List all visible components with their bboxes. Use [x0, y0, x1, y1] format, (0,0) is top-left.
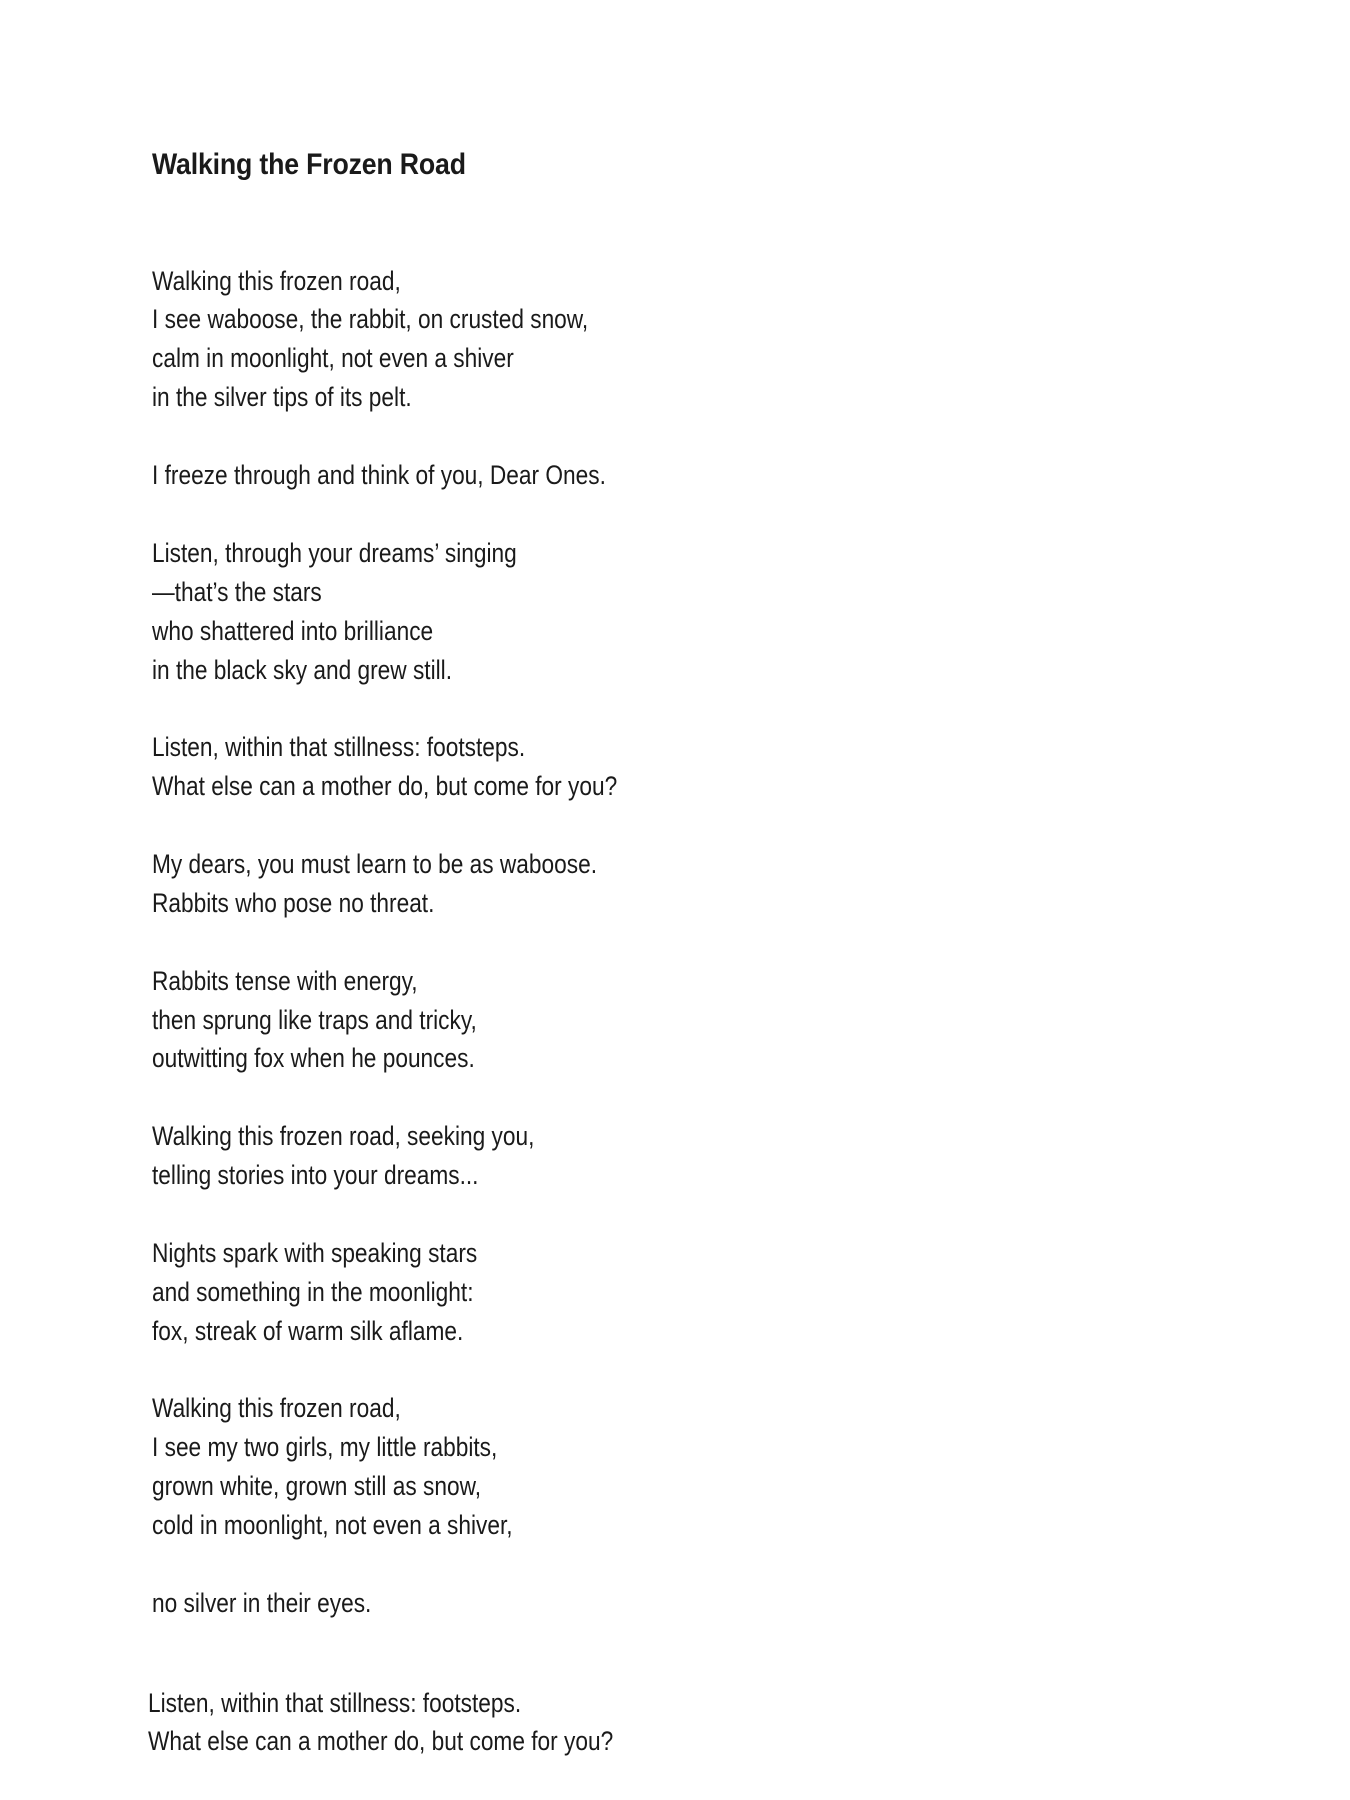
poem-line: What else can a mother do, but come for you?: [152, 771, 618, 802]
stanza-7: [152, 1117, 617, 1195]
poem-line: Rabbits tense with energy,: [152, 965, 418, 996]
stanza-1: [152, 262, 617, 418]
poem-coda-stanza: [148, 1684, 613, 1760]
poem-line: in the silver tips of its pelt.: [152, 382, 412, 413]
stanza-5: [152, 845, 617, 923]
poem-line: What else can a mother do, but come for you?: [148, 1725, 614, 1756]
poem-line: Rabbits who pose no threat.: [152, 887, 435, 918]
poem-line: I see my two girls, my little rabbits,: [152, 1432, 498, 1463]
poem-line: Nights spark with speaking stars: [152, 1237, 478, 1268]
poem-line: and something in the moonlight:: [152, 1276, 474, 1307]
poem-line: in the black sky and grew still.: [152, 654, 453, 685]
stanza-3: [152, 534, 617, 690]
poem-line: who shattered into brilliance: [152, 615, 434, 646]
poem-line: I see waboose, the rabbit, on crusted snow,: [152, 304, 589, 335]
stanza-9: [152, 1389, 617, 1545]
stanza-8: [152, 1234, 617, 1351]
poem-line: —that’s the stars: [152, 576, 322, 607]
poem-line: Listen, within that stillness: footsteps.: [148, 1687, 522, 1718]
poem-line: Walking this frozen road,: [152, 1393, 401, 1424]
poem-line: Walking this frozen road,: [152, 265, 401, 296]
stanza-2: [152, 456, 617, 495]
poem-line: cold in moonlight, not even a shiver,: [152, 1510, 513, 1541]
poem-line: fox, streak of warm silk aflame.: [152, 1315, 464, 1346]
poem-line: calm in moonlight, not even a shiver: [152, 343, 514, 374]
poem-title: Walking the Frozen Road: [152, 148, 466, 181]
poem-body: [152, 262, 617, 1662]
poem-line: Listen, through your dreams’ singing: [152, 537, 517, 568]
poem-line: telling stories into your dreams...: [152, 1160, 479, 1191]
stanza-6: [152, 962, 617, 1079]
poem-line: Walking this frozen road, seeking you,: [152, 1121, 535, 1152]
poem-line: then sprung like traps and tricky,: [152, 1004, 477, 1035]
stanza-4: [152, 728, 617, 806]
poem-line: no silver in their eyes.: [152, 1587, 372, 1618]
poem-line: grown white, grown still as snow,: [152, 1471, 482, 1502]
poem-line: My dears, you must learn to be as waboose.: [152, 848, 598, 879]
poem-line: outwitting fox when he pounces.: [152, 1043, 475, 1074]
stanza-10: [152, 1584, 617, 1623]
poem-line: Listen, within that stillness: footsteps.: [152, 732, 526, 763]
poem-line: I freeze through and think of you, Dear Ones.: [152, 460, 606, 491]
